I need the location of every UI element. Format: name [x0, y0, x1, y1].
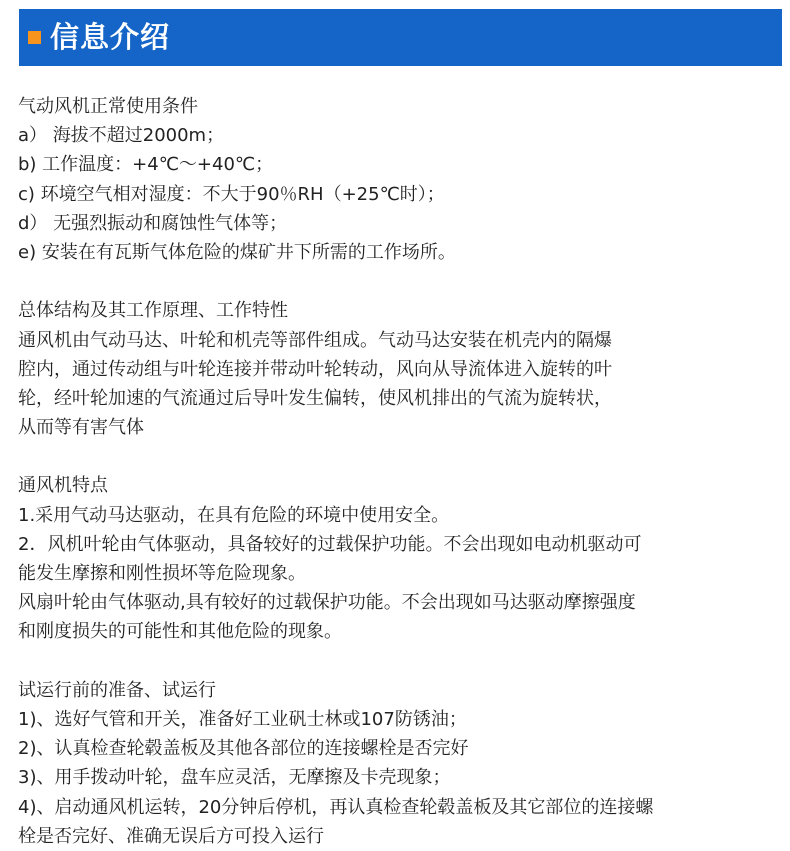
step-line: 3)、用手拨动叶轮，盘车应灵活，无摩擦及卡壳现象；	[18, 767, 451, 789]
paragraph-line: 通风机由气动马达、叶轮和机壳等部件组成。气动马达安装在机壳内的隔爆	[18, 329, 612, 351]
feature-line: 能发生摩擦和刚性损坏等危险现象。	[18, 563, 306, 584]
condition-item: e) 安装在有瓦斯气体危险的煤矿井下所需的工作场所。	[18, 241, 456, 263]
document-body	[18, 92, 778, 851]
section-fan-features	[18, 471, 778, 646]
paragraph-line: 从而等有害气体	[18, 417, 144, 439]
step-line: 1)、选好气管和开关，准备好工业矾士林或107防锈油；	[18, 708, 467, 730]
spacer	[18, 442, 778, 471]
section-title: 总体结构及其工作原理、工作特性	[18, 300, 288, 322]
paragraph-line: 轮，经叶轮加速的气流通过后导叶发生偏转，使风机排出的气流为旋转状，	[18, 387, 612, 409]
feature-line: 和刚度损失的可能性和其他危险的现象。	[18, 621, 342, 643]
section-title: 试运行前的准备、试运行	[18, 679, 216, 701]
condition-item: a） 海拔不超过2000m；	[18, 125, 225, 147]
condition-item: c) 环境空气相对湿度：不大于90％RH（+25℃时）；	[18, 183, 445, 205]
section-title: 通风机特点	[18, 475, 108, 497]
step-line: 4)、启动通风机运转，20分钟后停机，再认真检查轮毂盖板及其它部位的连接螺	[18, 796, 654, 818]
section-trial-run	[18, 676, 778, 851]
spacer	[18, 267, 778, 296]
section-structure-principle	[18, 296, 778, 442]
section-title: 气动风机正常使用条件	[18, 96, 198, 117]
step-line: 栓是否完好、准确无误后方可投入运行	[18, 825, 324, 847]
section-header-bar	[19, 9, 782, 66]
condition-item: d） 无强烈振动和腐蚀性气体等；	[18, 212, 288, 234]
feature-line: 风扇叶轮由气体驱动,具有较好的过载保护功能。不会出现如马达驱动摩擦强度	[18, 592, 636, 614]
step-line: 2)、认真检查轮毂盖板及其他各部位的连接螺栓是否完好	[18, 738, 469, 760]
condition-item: b) 工作温度：+4℃～+40℃；	[18, 154, 274, 176]
orange-square-icon	[28, 31, 41, 44]
feature-line: 2．风机叶轮由气体驱动，具备较好的过载保护功能。不会出现如电动机驱动可	[18, 533, 642, 555]
feature-line: 1.采用气动马达驱动，在具有危险的环境中使用安全。	[18, 504, 450, 526]
page-title: 信息介绍	[50, 20, 171, 54]
section-usage-conditions	[18, 92, 778, 267]
spacer	[18, 647, 778, 676]
paragraph-line: 腔内，通过传动组与叶轮连接并带动叶轮转动，风向从导流体进入旋转的叶	[18, 358, 612, 380]
